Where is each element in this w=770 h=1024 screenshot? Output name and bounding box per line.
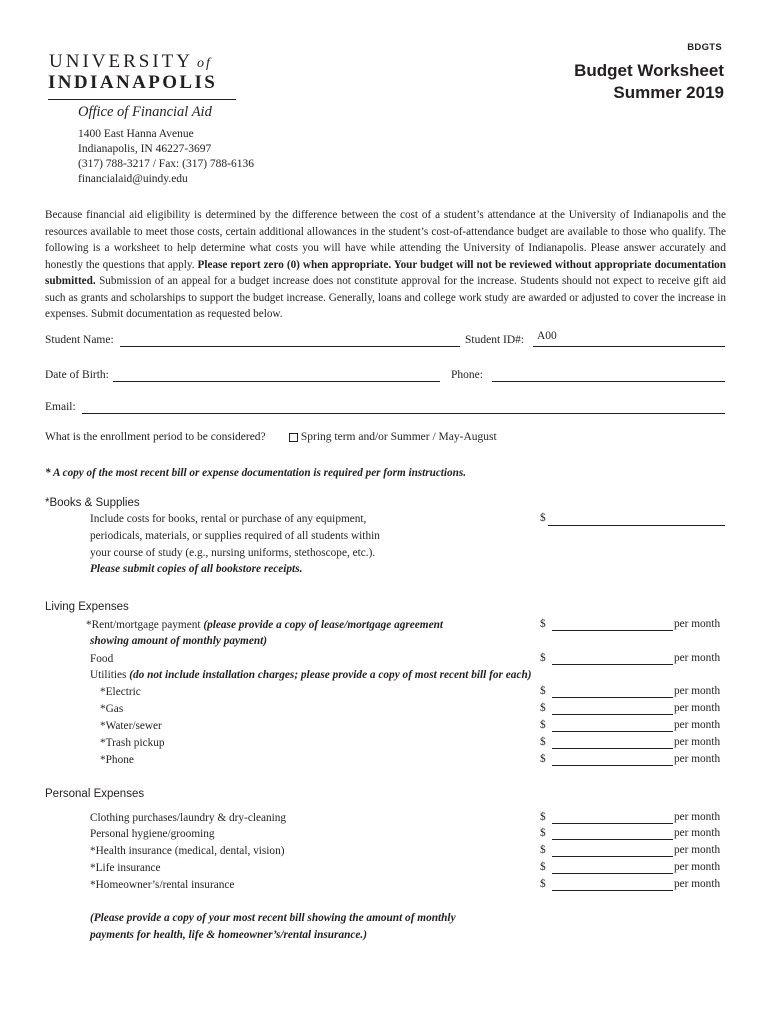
books-line4: Please submit copies of all bookstore receipts. bbox=[90, 563, 303, 576]
food-per-month: per month bbox=[674, 652, 721, 664]
personal-heading: Personal Expenses bbox=[45, 788, 145, 800]
health-per-month: per month bbox=[674, 844, 721, 856]
clothing-amount-field[interactable] bbox=[552, 823, 673, 824]
enrollment-question: What is the enrollment period to be considered? bbox=[45, 431, 266, 443]
enrollment-checkbox[interactable] bbox=[289, 433, 298, 442]
logo-university-text: UNIVERSITY bbox=[49, 51, 193, 72]
utilities-note: (do not include installation charges; please provide a copy of most recent bill for each) bbox=[129, 669, 532, 681]
documentation-note: * A copy of the most recent bill or expense documentation is required per form instructions. bbox=[45, 467, 466, 479]
life-dollar: $ bbox=[540, 861, 546, 873]
health-dollar: $ bbox=[540, 844, 546, 856]
health-amount-field[interactable] bbox=[552, 856, 673, 857]
electric-dollar: $ bbox=[540, 685, 546, 697]
logo-of-text: of bbox=[197, 56, 212, 71]
intro-bold-text: Please report zero (0) when appropriate. Your budget will not be reviewed without appropriate documentation submitted. bbox=[45, 258, 727, 287]
homeowner-amount-field[interactable] bbox=[552, 890, 673, 891]
books-amount-field[interactable] bbox=[548, 525, 725, 526]
intro-text-2: Submission of an appeal for a budget increase does not constitute approval for the increase. Students should not expect to receive gift aid such as grants and scholarships to support the budget increase. Generally, loans and college work study are awarded or adjusted to cover the increase in expenses. Submit documentation as requested below. bbox=[45, 275, 726, 320]
water-label: *Water/sewer bbox=[100, 720, 162, 732]
gas-dollar: $ bbox=[540, 702, 546, 714]
utilities-label bbox=[90, 667, 532, 684]
intro-text-1: Because financial aid eligibility is determined by the difference between the cost of a student’s attendance at the University of Indianapolis and the resources available to meet those costs, certain additional allowances in the student’s cost-of-attendance budget are available to those who qualify. The following is a worksheet to help determine what costs you will have while attending the University of Indianapolis. Please answer accurately and honestly the questions that apply. bbox=[45, 209, 726, 271]
footnote-line1: (Please provide a copy of your most recent bill showing the amount of monthly bbox=[90, 912, 456, 924]
electric-amount-field[interactable] bbox=[552, 697, 673, 698]
rent-note2 bbox=[90, 633, 267, 650]
homeowner-insurance-label: *Homeowner’s/rental insurance bbox=[90, 879, 235, 891]
trash-dollar: $ bbox=[540, 736, 546, 748]
footnote-line2: payments for health, life & homeowner’s/rental insurance.) bbox=[90, 928, 367, 941]
books-line3: your course of study (e.g., nursing uniforms, stethoscope, etc.). bbox=[90, 546, 376, 559]
homeowner-dollar: $ bbox=[540, 878, 546, 890]
email-label: Email: bbox=[45, 401, 76, 413]
student-name-field[interactable] bbox=[120, 346, 460, 347]
phone-per-month: per month bbox=[674, 753, 721, 765]
homeowner-per-month: per month bbox=[674, 878, 721, 890]
phone-label: Phone: bbox=[451, 369, 483, 381]
page-title bbox=[574, 60, 724, 104]
trash-amount-field[interactable] bbox=[552, 748, 673, 749]
student-id-label: Student ID#: bbox=[465, 334, 525, 346]
trash-label: *Trash pickup bbox=[100, 737, 165, 749]
gas-per-month: per month bbox=[674, 702, 721, 714]
phone-field[interactable] bbox=[492, 381, 725, 382]
title-line2: Summer 2019 bbox=[613, 83, 724, 102]
food-dollar: $ bbox=[540, 652, 546, 664]
student-id-field[interactable] bbox=[533, 346, 725, 347]
enrollment-option-label: Spring term and/or Summer / May-August bbox=[300, 431, 497, 443]
food-amount-field[interactable] bbox=[552, 664, 673, 665]
water-amount-field[interactable] bbox=[552, 731, 673, 732]
books-description bbox=[90, 511, 380, 578]
dob-field[interactable] bbox=[113, 381, 440, 382]
hygiene-dollar: $ bbox=[540, 827, 546, 839]
gas-label: *Gas bbox=[100, 703, 124, 715]
phone-fax: (317) 788-3217 / Fax: (317) 788-6136 bbox=[78, 158, 254, 170]
student-name-label: Student Name: bbox=[45, 334, 114, 346]
phone-expense-label: *Phone bbox=[100, 754, 134, 766]
address-city: Indianapolis, IN 46227-3697 bbox=[78, 143, 212, 155]
hygiene-amount-field[interactable] bbox=[552, 839, 673, 840]
phone-dollar: $ bbox=[540, 753, 546, 765]
office-email: financialaid@uindy.edu bbox=[78, 173, 188, 185]
rent-label-text: *Rent/mortgage payment bbox=[86, 619, 204, 631]
books-dollar: $ bbox=[540, 512, 546, 524]
hygiene-per-month: per month bbox=[674, 827, 721, 839]
electric-label: *Electric bbox=[100, 686, 141, 698]
books-heading: *Books & Supplies bbox=[45, 497, 140, 509]
books-line2: periodicals, materials, or supplies required of all students within bbox=[90, 529, 380, 542]
phone-amount-field[interactable] bbox=[552, 765, 673, 766]
electric-per-month: per month bbox=[674, 685, 721, 697]
gas-amount-field[interactable] bbox=[552, 714, 673, 715]
water-per-month: per month bbox=[674, 719, 721, 731]
rent-label bbox=[86, 617, 526, 634]
university-logo-line2: INDIANAPOLIS bbox=[48, 72, 218, 93]
dob-label: Date of Birth: bbox=[45, 369, 109, 381]
form-code: BDGTS bbox=[687, 42, 722, 53]
office-name: Office of Financial Aid bbox=[78, 104, 212, 120]
clothing-label: Clothing purchases/laundry & dry-cleaning bbox=[90, 812, 287, 824]
student-id-prefix: A00 bbox=[537, 330, 557, 342]
health-insurance-label: *Health insurance (medical, dental, vision) bbox=[90, 845, 285, 857]
hygiene-label: Personal hygiene/grooming bbox=[90, 828, 215, 840]
clothing-per-month: per month bbox=[674, 811, 721, 823]
utilities-label-text: Utilities bbox=[90, 669, 130, 681]
trash-per-month: per month bbox=[674, 736, 721, 748]
email-field[interactable] bbox=[82, 413, 725, 414]
life-insurance-label: *Life insurance bbox=[90, 862, 161, 874]
life-per-month: per month bbox=[674, 861, 721, 873]
title-line1: Budget Worksheet bbox=[574, 61, 724, 80]
enrollment-option[interactable] bbox=[289, 431, 497, 443]
rent-dollar: $ bbox=[540, 618, 546, 630]
living-heading: Living Expenses bbox=[45, 601, 129, 613]
insurance-footnote bbox=[90, 910, 456, 944]
books-line1: Include costs for books, rental or purchase of any equipment, bbox=[90, 513, 367, 525]
rent-amount-field[interactable] bbox=[552, 630, 673, 631]
clothing-dollar: $ bbox=[540, 811, 546, 823]
rent-per-month: per month bbox=[674, 618, 721, 630]
rent-note2-text: showing amount of monthly payment) bbox=[90, 635, 268, 647]
water-dollar: $ bbox=[540, 719, 546, 731]
university-logo-line1 bbox=[49, 51, 212, 73]
life-amount-field[interactable] bbox=[552, 873, 673, 874]
rent-note1: (please provide a copy of lease/mortgage agreement bbox=[203, 619, 444, 631]
food-label: Food bbox=[90, 653, 114, 665]
address-street: 1400 East Hanna Avenue bbox=[78, 128, 194, 140]
logo-divider bbox=[48, 99, 236, 100]
intro-paragraph bbox=[45, 207, 726, 323]
